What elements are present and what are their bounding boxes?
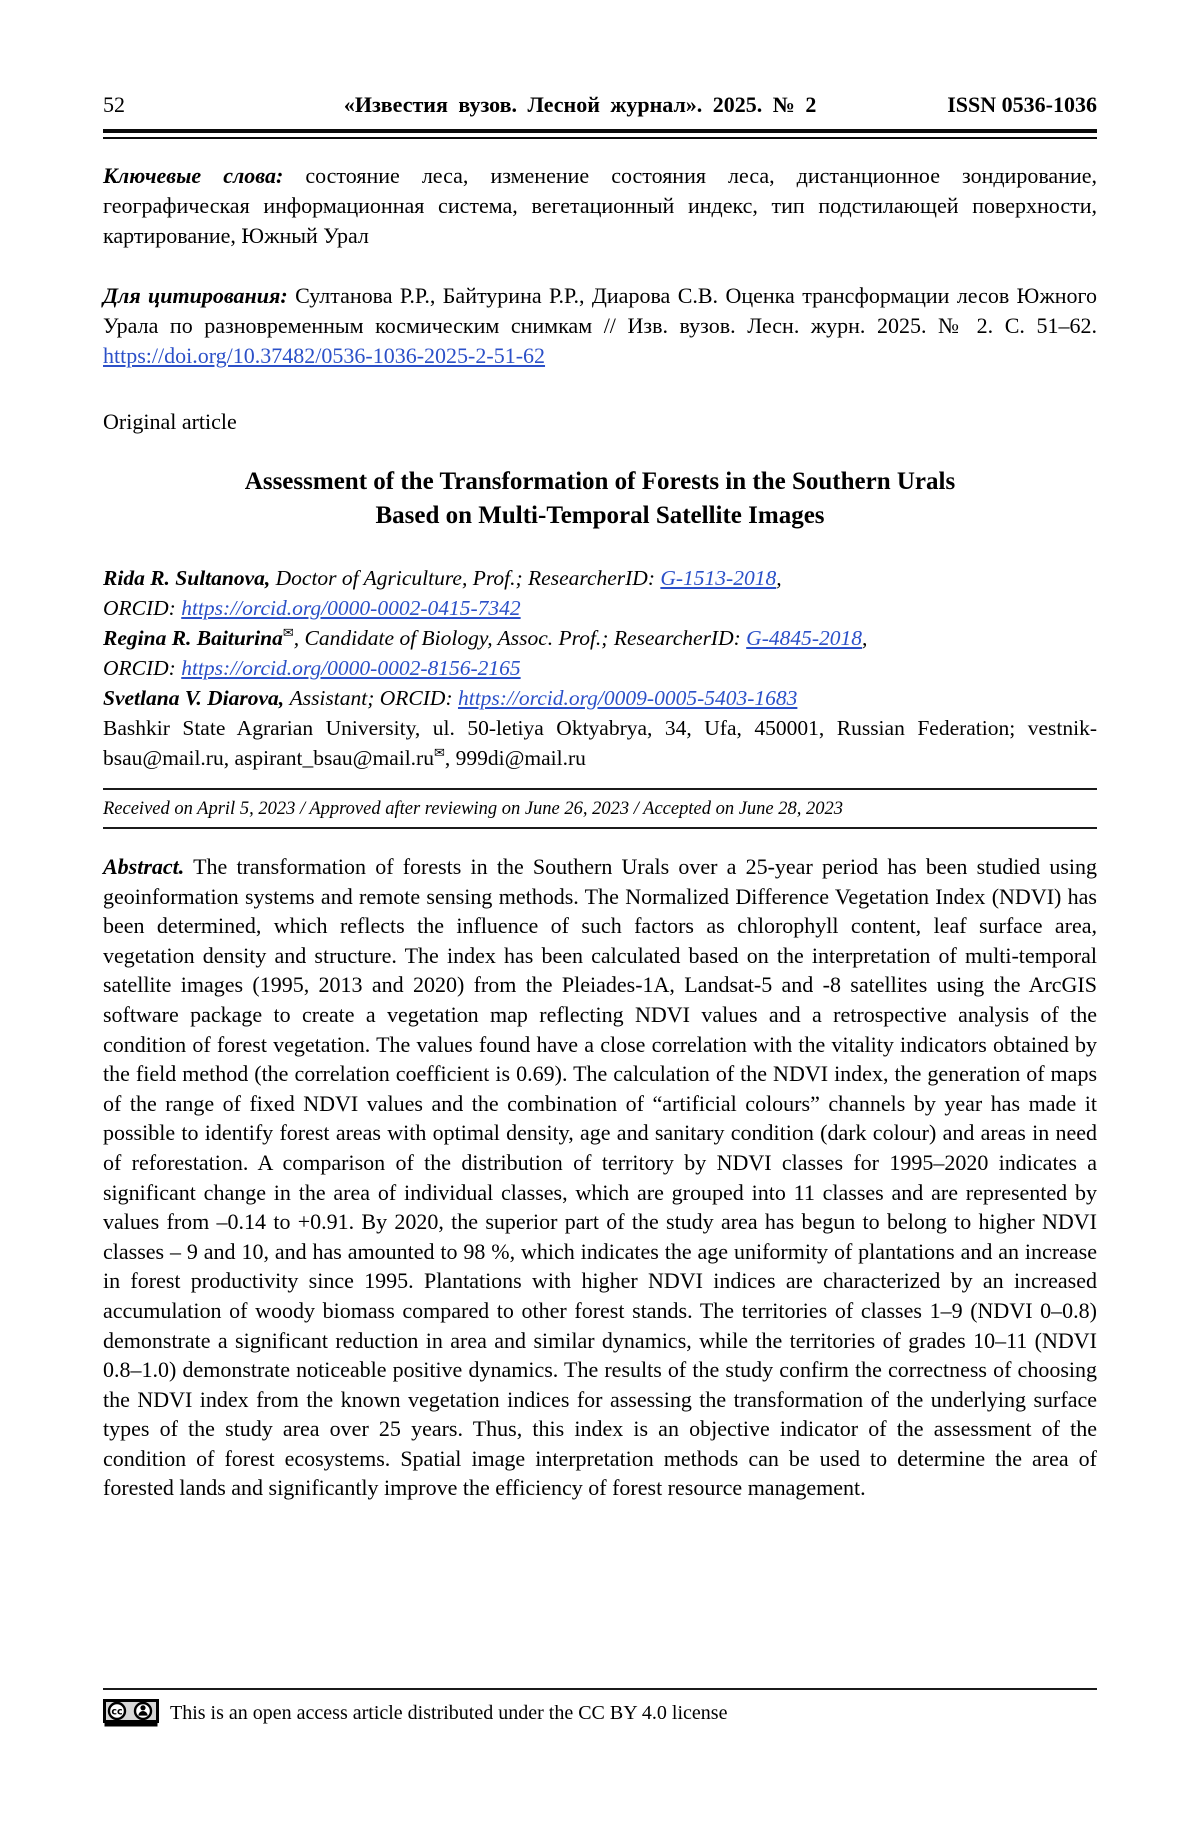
received-dates: Received on April 5, 2023 / Approved after reviewing on June 26, 2023 / Accepted on June 28, 2023: [103, 799, 843, 819]
issn: ISSN 0536-1036: [947, 92, 1097, 117]
dates-strip: [103, 788, 1097, 829]
email-icon: ✉: [433, 745, 445, 761]
researcherid-link-baiturina[interactable]: G-4845-2018: [746, 626, 863, 650]
running-head: [103, 92, 1097, 118]
license-text: This is an open access article distributed under the CC BY 4.0 license: [170, 1702, 728, 1724]
article-type: Original article: [103, 409, 237, 434]
author-name-sultanova: Rida R. Sultanova,: [103, 566, 271, 590]
affiliation-text: Bashkir State Agrarian University, ul. 50-letiya Oktyabrya, 34, Ufa, 450001, Russian Federation; vestnik-bsau@mail.ru, aspirant_bsau@mail.ru: [103, 716, 1097, 770]
author-credentials-baiturina: , Candidate of Biology, Assoc. Prof.; ResearcherID:: [293, 626, 741, 650]
author-credentials-diarova: Assistant; ORCID:: [289, 686, 453, 710]
abstract-text: The transformation of forests in the Southern Urals over a 25-year period has been studied using geoinformation systems and remote sensing methods. The Normalized Difference Vegetation Index (NDVI) has been determined, which reflects the influence of such factors as chlorophyll content, leaf surface area, vegetation density and structure. The index has been calculated based on the interpretation of multi-temporal satellite images (1995, 2013 and 2020) from the Pleiades-1A, Landsat-5 and -8 satellites using the ArcGIS software package to create a vegetation map reflecting NDVI values and a retrospective analysis of the condition of forest vegetation. The values found have a close correlation with the vitality indicators obtained by the field method (the correlation coefficient is 0.69). The calculation of the NDVI index, the generation of maps of the range of fixed NDVI values and the combination of “artificial colours” channels by year has made it possible to identify forest areas with optimal density, age and sanitary condition (dark colour) and areas in need of reforestation. A comparison of the distribution of territory by NDVI classes for 1995–2020 indicates a significant change in the area of individual classes, which are grouped into 11 classes and are represented by values from –0.14 to +0.91. By 2020, the superior part of the study area has begun to belong to higher NDVI classes – 9 and 10, and has amounted to 98 %, which indicates the age uniformity of plantations and an increase in forest productivity since 1995. Plantations with higher NDVI indices are characterized by an increased accumulation of woody biomass compared to other forest stands. The territories of classes 1–9 (NDVI 0–0.8) demonstrate a significant reduction in area and similar dynamics, while the territories of grades 10–11 (NDVI 0.8–1.0) demonstrate noticeable positive dynamics. The results of the study confirm the correctness of choosing the NDVI index from the known vegetation indices for assessing the transformation of the underlying surface types of the study area over 25 years. Thus, this index is an objective indicator of the assessment of the condition of forest ecosystems. Spatial image interpretation methods can be used to determine the area of forested lands and significantly improve the efficiency of forest resource management.: [103, 854, 1097, 1501]
doi-link[interactable]: https://doi.org/10.37482/0536-1036-2025-2-51-62: [103, 343, 546, 368]
abstract-paragraph: [103, 852, 1097, 1503]
orcid-link-baiturina[interactable]: https://orcid.org/0000-0002-8156-2165: [181, 656, 521, 680]
author-name-diarova: Svetlana V. Diarova,: [103, 686, 285, 710]
author-name-baiturina: Regina R. Baiturina: [103, 626, 283, 650]
affiliation-text-tail: , 999di@mail.ru: [444, 746, 586, 770]
author-line-diarova: [103, 683, 1097, 713]
keywords-label: Ключевые слова:: [103, 163, 284, 188]
orcid-line-baiturina: [103, 653, 1097, 683]
author-line-sultanova: [103, 563, 1097, 593]
article-title-line2: Based on Multi-Temporal Satellite Images: [375, 502, 825, 529]
authors-block: [103, 563, 1097, 773]
citation-label: Для цитирования:: [103, 283, 288, 308]
license-footer: [103, 1688, 1097, 1728]
article-title-line1: Assessment of the Transformation of Forests in the Southern Urals: [244, 468, 956, 495]
journal-title: «Известия вузов. Лесной журнал». 2025. № 2: [343, 92, 817, 117]
page-number: 52: [103, 92, 125, 117]
citation-paragraph: [103, 281, 1097, 371]
orcid-link-sultanova[interactable]: https://orcid.org/0000-0002-0415-7342: [181, 596, 521, 620]
orcid-line-sultanova: [103, 593, 1097, 623]
header-divider: [103, 129, 1097, 139]
orcid-label: ORCID:: [103, 596, 176, 620]
author-credentials-sultanova: Doctor of Agriculture, Prof.; ResearcherID:: [275, 566, 655, 590]
orcid-link-diarova[interactable]: https://orcid.org/0009-0005-5403-1683: [457, 686, 798, 710]
keywords-paragraph: [103, 161, 1097, 251]
affiliation: [103, 713, 1097, 773]
article-title: [103, 465, 1097, 533]
citation-text: Султанова Р.Р., Байтурина Р.Р., Диарова С.В. Оценка трансформации лесов Южного Урала по разновременным космическим снимкам // Изв. вузов. Лесн. журн. 2025. № 2. С. 51–62.: [103, 283, 1098, 338]
cc-by-badge-icon[interactable]: [103, 1699, 159, 1728]
abstract-label: Abstract.: [103, 854, 185, 879]
orcid-label: ORCID:: [103, 656, 176, 680]
comma: ,: [776, 566, 782, 590]
svg-text:cc: cc: [111, 1706, 123, 1718]
author-line-baiturina: [103, 623, 1097, 653]
researcherid-link-sultanova[interactable]: G-1513-2018: [660, 566, 777, 590]
comma: ,: [862, 626, 868, 650]
keywords-text: состояние леса, изменение состояния леса, дистанционное зондирование, географическая информационная система, вегетационный индекс, тип подстилающей поверхности, картирование, Южный Урал: [103, 163, 1097, 248]
email-icon: ✉: [282, 625, 294, 641]
